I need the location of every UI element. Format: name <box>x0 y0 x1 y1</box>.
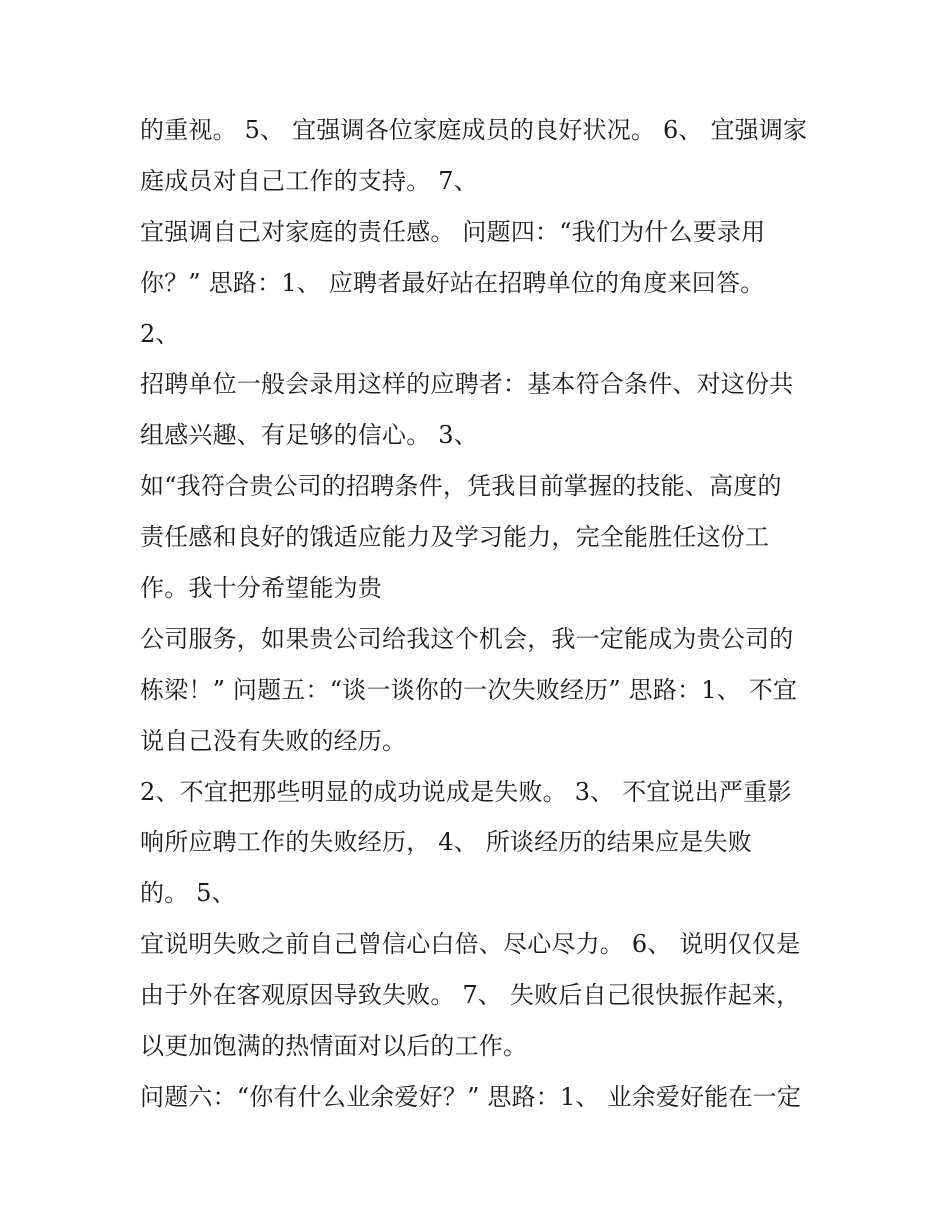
text-line: 宜强调自己对家庭的责任感。 问题四：“我们为什么要录用 <box>140 217 766 246</box>
text-line: 公司服务，如果贵公司给我这个机会，我一定能成为贵公司的 <box>140 624 794 653</box>
text-line: 响所应聘工作的失败经历， 4、 所谈经历的结果应是失败 <box>140 828 752 857</box>
text-line: 的。 5、 <box>140 879 236 908</box>
text-line: 由于外在客观原因导致失败。 7、 失败后自己很快振作起来， <box>140 981 801 1010</box>
text-line: 栋梁！” 问题五：“谈一谈你的一次失败经历” 思路：1、 不宜 <box>140 675 798 704</box>
text-line: 的重视。 5、 宜强调各位家庭成员的良好状况。 6、 宜强调家 <box>140 116 808 144</box>
text-line: 2、不宜把那些明显的成功说成是失败。 3、 不宜说出严重影 <box>140 777 792 806</box>
body-text <box>140 105 840 1123</box>
text-line: 说自己没有失败的经历。 <box>140 726 407 755</box>
text-line: 庭成员对自己工作的支持。 7、 <box>140 166 478 195</box>
text-line: 如“我符合贵公司的招聘条件，凭我目前掌握的技能、高度的 <box>140 472 782 501</box>
text-line: 组感兴趣、有足够的信心。 3、 <box>140 421 478 450</box>
text-line: 作。我十分希望能为贵 <box>140 574 382 603</box>
text-line: 责任感和良好的饿适应能力及学习能力，完全能胜任这份工 <box>140 523 770 552</box>
text-line: 问题六：“你有什么业余爱好？” 思路：1、 业余爱好能在一定 <box>140 1082 802 1111</box>
text-line: 以更加饱满的热情面对以后的工作。 <box>140 1032 528 1061</box>
text-line: 你？” 思路：1、 应聘者最好站在招聘单位的角度来回答。 <box>140 268 765 297</box>
text-line: 宜说明失败之前自己曾信心白倍、尽心尽力。 6、 说明仅仅是 <box>140 930 801 959</box>
text-line: 招聘单位一般会录用这样的应聘者：基本符合条件、对这份共 <box>140 370 794 399</box>
text-line: 2、 <box>140 319 180 348</box>
